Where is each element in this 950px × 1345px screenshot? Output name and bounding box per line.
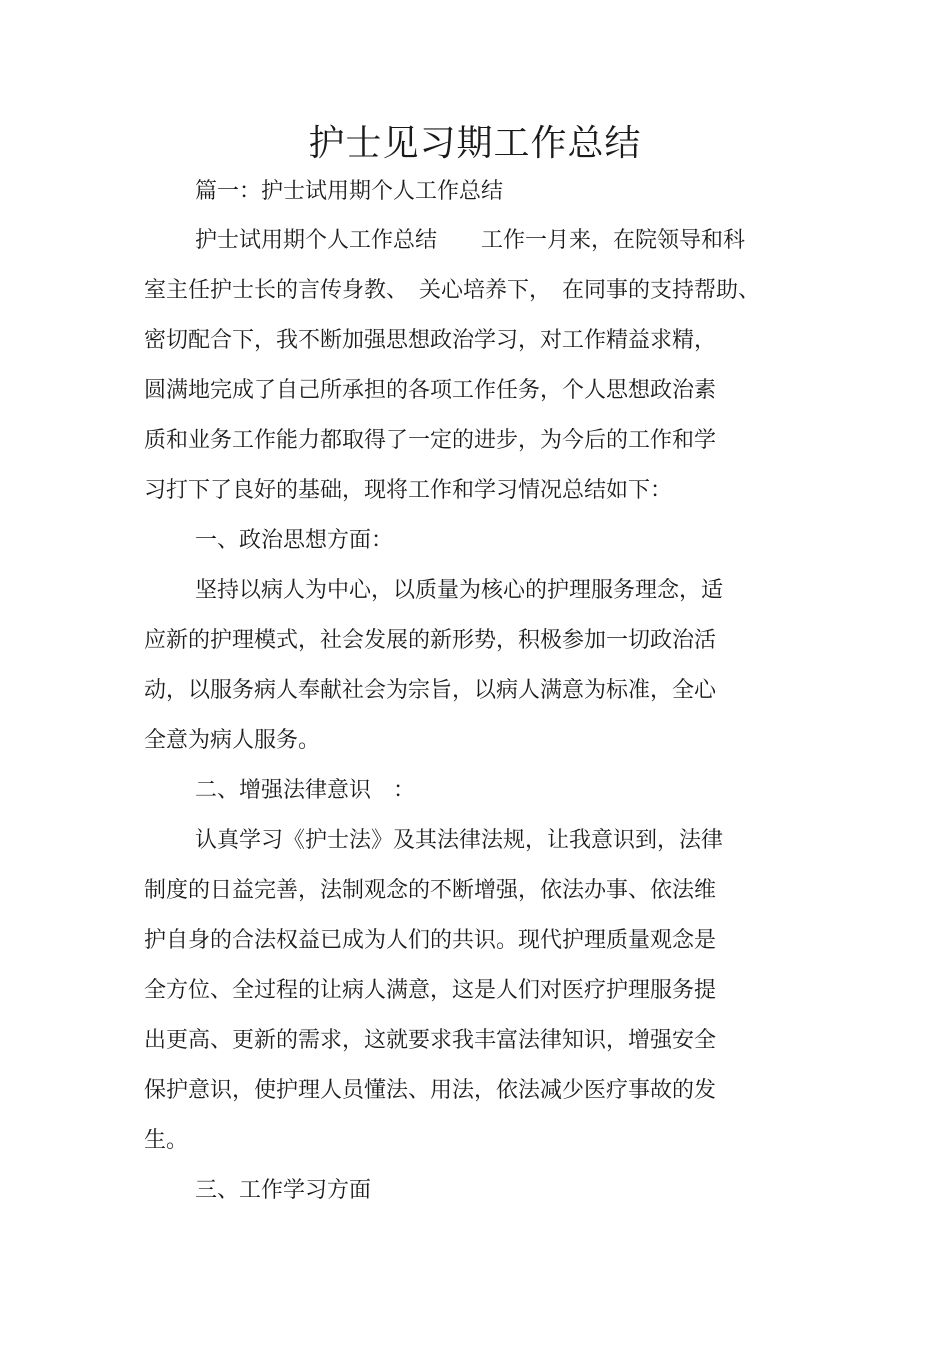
paragraph-line: 动，以服务病人奉献社会为宗旨，以病人满意为标准，全心 [144, 678, 717, 703]
paragraph-line: 应新的护理模式，社会发展的新形势，积极参加一切政治活 [144, 628, 717, 653]
paragraph-line: 坚持以病人为中心，以质量为核心的护理服务理念，适 [195, 578, 724, 603]
paragraph-line: 全意为病人服务。 [144, 728, 321, 753]
paragraph-line: 室主任护士长的言传身教、 关心培养下， 在同事的支持帮助、 [144, 278, 761, 303]
document-subtitle: 篇一：护士试用期个人工作总结 [195, 179, 504, 204]
section-heading: 二、增强法律意识 ： [195, 778, 416, 803]
paragraph-line: 圆满地完成了自己所承担的各项工作任务，个人思想政治素 [144, 378, 717, 403]
paragraph-line: 密切配合下，我不断加强思想政治学习，对工作精益求精， [144, 328, 717, 353]
paragraph-line: 质和业务工作能力都取得了一定的进步，为今后的工作和学 [144, 428, 717, 453]
paragraph-line: 生。 [144, 1128, 189, 1153]
paragraph-line: 出更高、更新的需求，这就要求我丰富法律知识，增强安全 [144, 1028, 717, 1053]
section-heading: 一、政治思想方面： [195, 528, 394, 553]
document-title: 护士见习期工作总结 [308, 123, 642, 164]
paragraph-line: 制度的日益完善，法制观念的不断增强，依法办事、依法维 [144, 878, 717, 903]
paragraph-line: 保护意识，使护理人员懂法、用法，依法减少医疗事故的发 [144, 1078, 717, 1103]
paragraph-line: 全方位、全过程的让病人满意，这是人们对医疗护理服务提 [144, 978, 717, 1003]
paragraph-line: 护士试用期个人工作总结 工作一月来，在院领导和科 [195, 228, 746, 253]
paragraph-line: 习打下了良好的基础，现将工作和学习情况总结如下： [144, 478, 673, 503]
paragraph-line: 认真学习《护士法》及其法律法规，让我意识到，法律 [195, 828, 724, 853]
paragraph-line: 护自身的合法权益已成为人们的共识。现代护理质量观念是 [144, 928, 717, 953]
section-heading: 三、工作学习方面 [195, 1178, 372, 1203]
